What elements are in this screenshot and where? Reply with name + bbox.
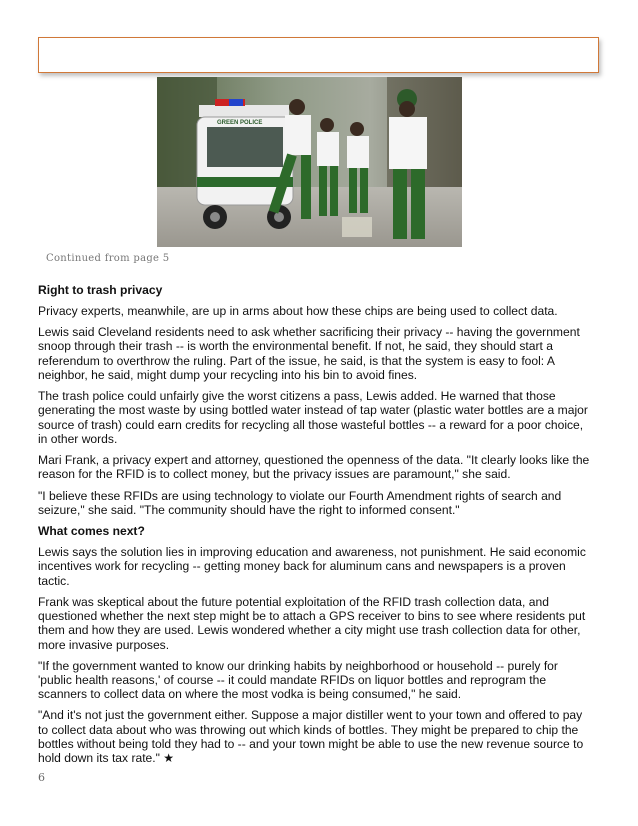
paragraph: Privacy experts, meanwhile, are up in arms about how these chips are being used to collect data. — [38, 304, 558, 319]
paragraph: The trash police could unfairly give the worst citizens a pass, Lewis added. He warned that those generating the most waste by using bottled water instead of tap water (plastic water bottles are a major source of trash) could earn credits for recycling all those wasteful bottles -- a reward for a poor choice, in other words. — [38, 389, 588, 447]
paragraph: "If the government wanted to know our drinking habits by neighborhood or household -- purely for 'public health reasons,' of course -- it could mandate RFIDs on liquor bottles and reprogram the scanners to collect data on where the most vodka is being consumed," he said. — [38, 658, 558, 702]
paragraph: Frank was skeptical about the future potential exploitation of the RFID trash collection data, and questioned whether the next step might be to attach a GPS receiver to bins to see where residents put them and how they are used. Lewis wondered whether a city might use trash collection data for other, more invasive purposes. — [38, 594, 586, 652]
paragraph: Lewis says the solution lies in improving education and awareness, not punishment. He said economic incentives work for recycling -- getting money back for aluminum cans and newspapers is a proven tactic. — [38, 545, 586, 588]
page-number: 6 — [38, 771, 45, 784]
section-heading: What comes next? — [38, 523, 145, 538]
paragraph: Mari Frank, a privacy expert and attorney, questioned the openness of the data. "It clearly looks like the reason for the RFID is to collect money, but the privacy issues are paramount," she said. — [38, 453, 590, 482]
paragraph: "I believe these RFIDs are using technology to violate our Fourth Amendment rights of search and seizure," she said. "The community should have the right to informed consent." — [38, 488, 562, 517]
green-police-photo — [157, 77, 462, 247]
header-box — [38, 37, 599, 73]
paragraph: Lewis said Cleveland residents need to ask whether sacrificing their privacy -- having the government snoop through their trash -- is worth the environmental benefit. If not, he said, they should start a referendum to overthrow the ruling. Part of the issue, he said, is that the system is easy to fool: A neighbor, he said, might dump your recycling into his bin to avoid fines. — [38, 325, 580, 383]
vehicle-label: GREEN POLICE — [217, 120, 263, 126]
photo-illustration — [157, 77, 462, 247]
section-heading: Right to trash privacy — [38, 283, 163, 297]
article-body — [38, 283, 594, 772]
paragraph: "And it's not just the government either. Suppose a major distiller went to your town and offered to pay to collect data about who was throwing out which kinds of bottles. They might be prepared to chip the bottles without being told they had to -- and your town might be able to use the new revenue source to hold down its tax rate." ★ — [38, 708, 584, 766]
continued-caption: Continued from page 5 — [46, 253, 170, 264]
